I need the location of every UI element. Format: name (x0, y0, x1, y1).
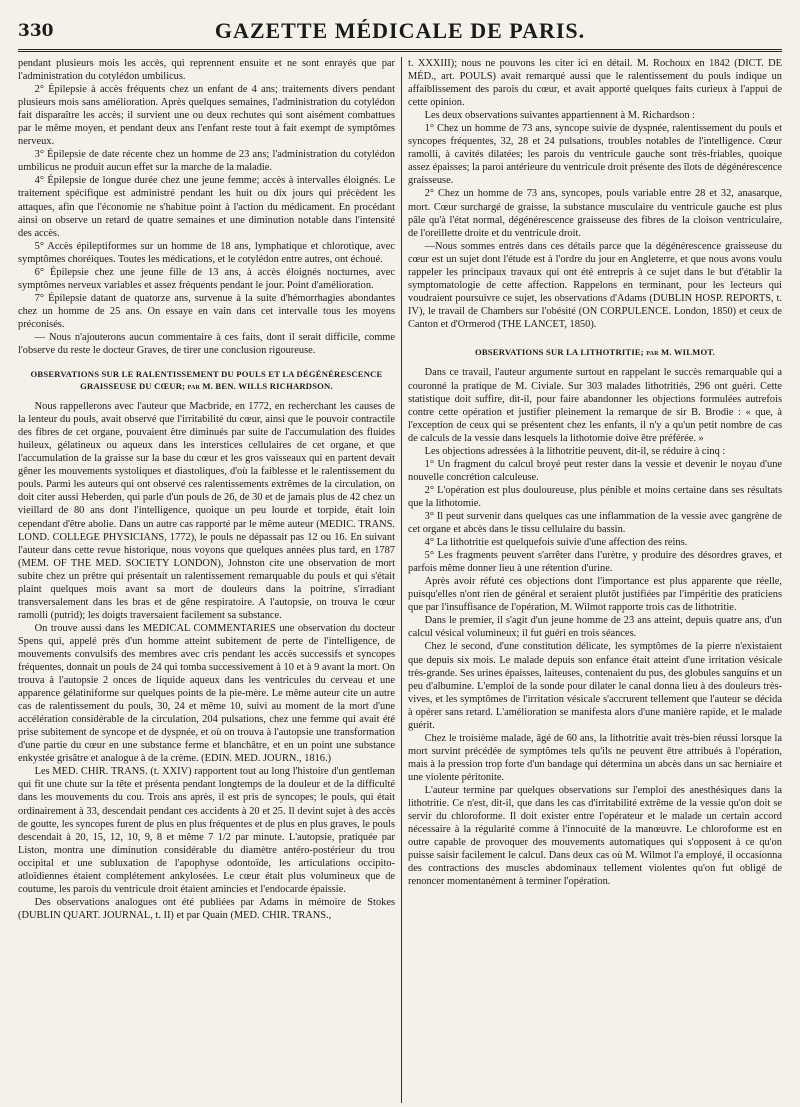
article-heading: OBSERVATIONS SUR LE RALENTISSEMENT DU POULS ET LA DÉGÉNÉRESCENCE GRAISSEUSE DU CŒUR; par M. BEN. WILLS RICHARDSON. (30, 369, 383, 391)
paragraph: Dans le premier, il s'agit d'un jeune homme de 23 ans atteint, depuis quatre ans, d'un calcul vésical volumineux; il fut guéri en trois séances. (408, 615, 782, 640)
paragraph: 3° Épilepsie de date récente chez un homme de 23 ans; l'administration du cotylédon umbilicus ne produit aucun effet sur la marche de la maladie. (18, 149, 395, 174)
paragraph: 2° L'opération est plus douloureuse, plus pénible et moins certaine dans ses résultats que la lithotomie. (408, 484, 782, 509)
paragraph: Après avoir réfuté ces objections dont l'importance est plus apparente que réelle, puisqu'elles n'ont rien de général et seraient plutôt justifiées par l'impéritie des praticiens que par l'insuffisance de l'opération, M. Wilmot rapporte trois cas de lithotritie. (408, 576, 782, 614)
paragraph: Chez le troisième malade, âgé de 60 ans, la lithotritie avait très-bien réussi lorsque la mort survint précédée de symptômes tels qu'ils ne peuvent être attribués à l'opération, mais à la pression trop forte d'un bandage qui détermina un abcès dans un sac herniaire et une violente péritonite. (408, 732, 782, 783)
page-header (18, 16, 782, 46)
paragraph: On trouve aussi dans les MEDICAL COMMENTARIES une observation du docteur Spens qui, appelé près d'un homme atteint subitement de perte de l'intelligence, de mouvements convulsifs des membres avec cris pendant les accès successifs et syncopes fréquentes, donnait un pouls de 24 qui tomba successivement à 10 et à 9 avant la mort. On trouva à l'autopsie 2 onces de liquide aqueux dans les ventricules du cerveau et une apparence gélatiniforme sur quelques points de la pie-mère. Le même auteur cite un autre cas de ralentissement du pouls, 30, 24 et même 10, suivi au moment de la mort d'une accélération considérable de la circulation, 204 pulsations, chez une femme qui avait été prise subitement de syncope et de dyspnée, et où on trouva à l'autopsie une transformation d'une partie du cœur en une substance ferme et blanchâtre, et en un point une substance enkystée grisâtre et analogue à de la crème. (EDIN. MED. JOURN., 1816.) (18, 622, 395, 765)
paragraph: 6° Épilepsie chez une jeune fille de 13 ans, à accès éloignés nocturnes, avec symptômes nerveux variables et assez fréquents pendant le jour. Point d'amélioration. (18, 266, 395, 291)
paragraph: Des observations analogues ont été publiées par Adams in mémoire de Stokes (DUBLIN QUART. JOURNAL, t. II) et par Quain (MED. CHIR. TRANS., (18, 896, 395, 921)
left-column (18, 57, 395, 1103)
column-divider (401, 57, 402, 1103)
paragraph: 2° Épilepsie à accès fréquents chez un enfant de 4 ans; traitements divers pendant plusieurs mois sans amélioration. Après quelques semaines, l'administration du cotylédon fait disparaître les accès; il survient une ou deux rechutes qui sont aisément combattues par le même moyen, et pendant deux ans l'enfant reste tout à fait exempt de symptômes nerveux. (18, 84, 395, 148)
paragraph: — Nous n'ajouterons aucun commentaire à ces faits, dont il serait difficile, comme l'observe du reste le docteur Graves, de tirer une conclusion rigoureuse. (18, 331, 395, 357)
article-heading: OBSERVATIONS SUR LA LITHOTRITIE; par M. WILMOT. (474, 346, 716, 357)
paragraph: L'auteur termine par quelques observations sur l'emploi des anesthésiques dans la lithotritie. Ce n'est, dit-il, que dans les cas d'irritabilité extrême de la vessie qu'on doit se servir du chloroforme. Il doit exister entre l'opérateur et le malade un certain accord nécessaire à la régularité comme à l'innocuité de la manœuvre. Le chloroforme est en outre capable de provoquer des mouvements automatiques qui s'opposent à ce qu'on puisse saisir facilement le calcul. Dans deux cas où M. Wilmot l'a employé, il occasionna des contractions des muscles abdominaux tellement violentes qu'on fut obligé de renoncer momentanément à terminer l'opération. (408, 784, 782, 888)
paragraph: 5° Accès épileptiformes sur un homme de 18 ans, lymphatique et chlorotique, avec symptômes choréiques. Toutes les médications, et le cotylédon entre autres, ont échoué. (18, 240, 395, 265)
paragraph: Les objections adressées à la lithotritie peuvent, dit-il, se réduire à cinq : (424, 445, 726, 457)
paragraph: Les MED. CHIR. TRANS. (t. XXIV) rapportent tout au long l'histoire d'un gentleman qui fit une chute sur la tête et présenta pendant longtemps de la douleur et de la difficulté dans les mouvements du cou. Trois ans après, il est pris de syncopes; le pouls, qui était ordinairement à 33, descendait pendant ces accidents à 20 et 25. Il devint sujet à des accès de goutte, les syncopes furent de plus en plus fréquentes et de plus en plus graves, le pouls descendait à 20, 15, 12, 10, 9, 8 et même 7 1/2 par minute. L'autopsie, pratiquée par Liston, montra une diminution considérable du diamètre antéro-postérieur du trou occipital et une subluxation de l'apophyse odontoïde, les articulations occipito-atloïdiennes étaient complétement ankylosées. Le cœur était plus volumineux que de coutume, les parois du ventricule droit étaient amincies et l'endocarde épaissie. (18, 766, 395, 895)
paragraph: 3° Il peut survenir dans quelques cas une inflammation de la vessie avec gangrène de cet organe et abcès dans le tissu cellulaire du bassin. (408, 511, 782, 536)
header-rule (18, 49, 782, 52)
paragraph: 1° Chez un homme de 73 ans, syncope suivie de dyspnée, ralentissement du pouls et syncopes fréquentes, 32, 28 et 24 pulsations, troubles notables de l'intelligence. Cœur ramolli, à cavités dilatées; les parois du ventricule gauche sont très-friables, quoique assez épaisses; la paroi antérieure du ventricule droit présente des îlots de dégénérescence graisseuse. (408, 123, 782, 187)
paragraph: —Nous sommes entrés dans ces détails parce que la dégénérescence graisseuse du cœur est un sujet dont l'étude est à l'ordre du jour en Angleterre, et que nous avons voulu rappeler les principaux travaux qui ont été entrepris à ce sujet dans le but d'établir la symptomatologie de cette affection. Rappelons en terminant, pour les lecteurs qui voudraient poursuivre ce sujet, les observations d'Adams (DUBLIN HOSP. REPORTS, t. IV), le travail de Chambers sur l'obésité (ON CORPULENCE. London, 1850) et ceux de Canton et d'Ormerod (THE LANCET, 1850). (408, 240, 782, 330)
paragraph: 4° Épilepsie de longue durée chez une jeune femme; accès à intervalles éloignés. Le traitement spécifique est administré pendant les huit ou dix jours qui précèdent les attaques, afin que l'économie ne s'habitue point à l'action du médicament. En procédant ainsi on observe un retard de quatre semaines et une diminution notable dans l'intensité des accès. (18, 175, 395, 239)
paragraph: 5° Les fragments peuvent s'arrêter dans l'urètre, y produire des désordres graves, et parfois même donner lieu à une rétention d'urine. (408, 550, 782, 575)
paragraph: 7° Épilepsie datant de quatorze ans, survenue à la suite d'hémorrhagies abondantes chez un homme de 25 ans. On essaye en vain dans cet intervalle tous les moyens préconisés. (18, 292, 395, 330)
journal-title: GAZETTE MÉDICALE DE PARIS. (214, 18, 586, 43)
paragraph: 1° Un fragment du calcul broyé peut rester dans la vessie et devenir le noyau d'une nouvelle concrétion calculeuse. (408, 458, 782, 483)
page-number: 330 (18, 21, 54, 41)
paragraph: 2° Chez un homme de 73 ans, syncopes, pouls variable entre 28 et 32, anasarque, mort. Cœur surchargé de graisse, la substance musculaire du ventricule gauche est plus pâle qu'à l'état normal, dégénérescence graisseuse des fibres de la cloison ventriculaire, de l'oreillette droite et du ventricule droit. (408, 188, 782, 239)
paragraph: Nous rappellerons avec l'auteur que Macbride, en 1772, en recherchant les causes de la lenteur du pouls, avait observé que l'irritabilité du cœur, ainsi que le pouvoir contractile des fibres de cet organe, pouvaient être diminués par suite de l'accumulation des fluides huileux, gélatineux ou aqueux dans les interstices cellulaires de cet organe, et que l'accumulation de la graisse sur la base du cœur et les gros vaisseaux qui en partent devait gêner les mouvements systoliques et diastoliques, d'où la faiblesse et le ralentissement du pouls. Parmi les auteurs qui ont observé ces ralentissements extrêmes de la circulation, on doit citer aussi Heberden, qui parle d'un pouls de 26, de 30 et de jamais plus de 42 chez un vieillard de 80 ans dont l'intelligence, quoique un peu lourde et torpide, était loin cependant d'être abolie. Dans un autre cas rapporté par le même auteur (MEDIC. TRANS. LOND. COLLEGE PHYSICIANS, 1772), le pouls ne dépassait pas 12 ou 16. En suivant l'auteur dans cette revue historique, nous voyons que quelques années plus tard, en 1787 (MEM. OF THE MED. SOCIETY LONDON), Johnston cite une observation de mort subite chez un prêtre qui présentait un ralentissement remarquable du pouls et qui s'était plaint quelques mois avant sa mort de douleurs dans la poitrine, s'irradiant transversalement dans les bras et de gêne respiratoire. A l'autopsie, on trouva le cœur ramolli (putrid); les doigts traversaient facilement sa substance. (18, 401, 395, 621)
right-column (408, 57, 782, 1103)
paragraph: Dans ce travail, l'auteur argumente surtout en rappelant le succès remarquable qui a couronné la pratique de M. Civiale. Sur 303 malades lithotritiés, 296 ont guéri. Cette statistique doit suffire, dit-il, pour faire abandonner les objections formulées autrefois contre cette opération et justifier pleinement la remarque de sir B. Brodie : « que, à l'exception de ceux qui se présentent chez les enfants, il n'y a qu'un petit nombre de cas de calculs de la vessie dans lesquels la lithotomie doive être préférée. » (408, 367, 782, 444)
paragraph: Chez le second, d'une constitution délicate, les symptômes de la pierre n'existaient que depuis six mois. Le malade depuis son enfance était atteint d'une irritation vésicale très-grande. Ses urines épaisses, laiteuses, contenaient du pus, des globules sanguins et un peu d'albumine. L'emploi de la sonde pour dilater le canal donna lieu à des douleurs très-vives, et les symptômes de l'irritation vésicale s'accrurent tellement que l'auteur se décida à opérer sans retard. L'amélioration se manifesta alors d'une manière rapide, et le malade guérit. (408, 641, 782, 731)
paragraph: Les deux observations suivantes appartiennent à M. Richardson : (424, 110, 696, 122)
paragraph: t. XXXIII); nous ne pouvons les citer ici en détail. M. Rochoux en 1842 (DICT. DE MÉD., art. POULS) avait remarqué aussi que le ralentissement du pouls indique un affaiblissement des parois du cœur, et avait apporté quelques faits curieux à l'appui de cette opinion. (408, 58, 782, 109)
paragraph: 4° La lithotritie est quelquefois suivie d'une affection des reins. (424, 537, 688, 549)
paragraph: pendant plusieurs mois les accès, qui reprennent ensuite et ne sont enrayés que par l'administration du cotylédon umbilicus. (18, 58, 395, 83)
